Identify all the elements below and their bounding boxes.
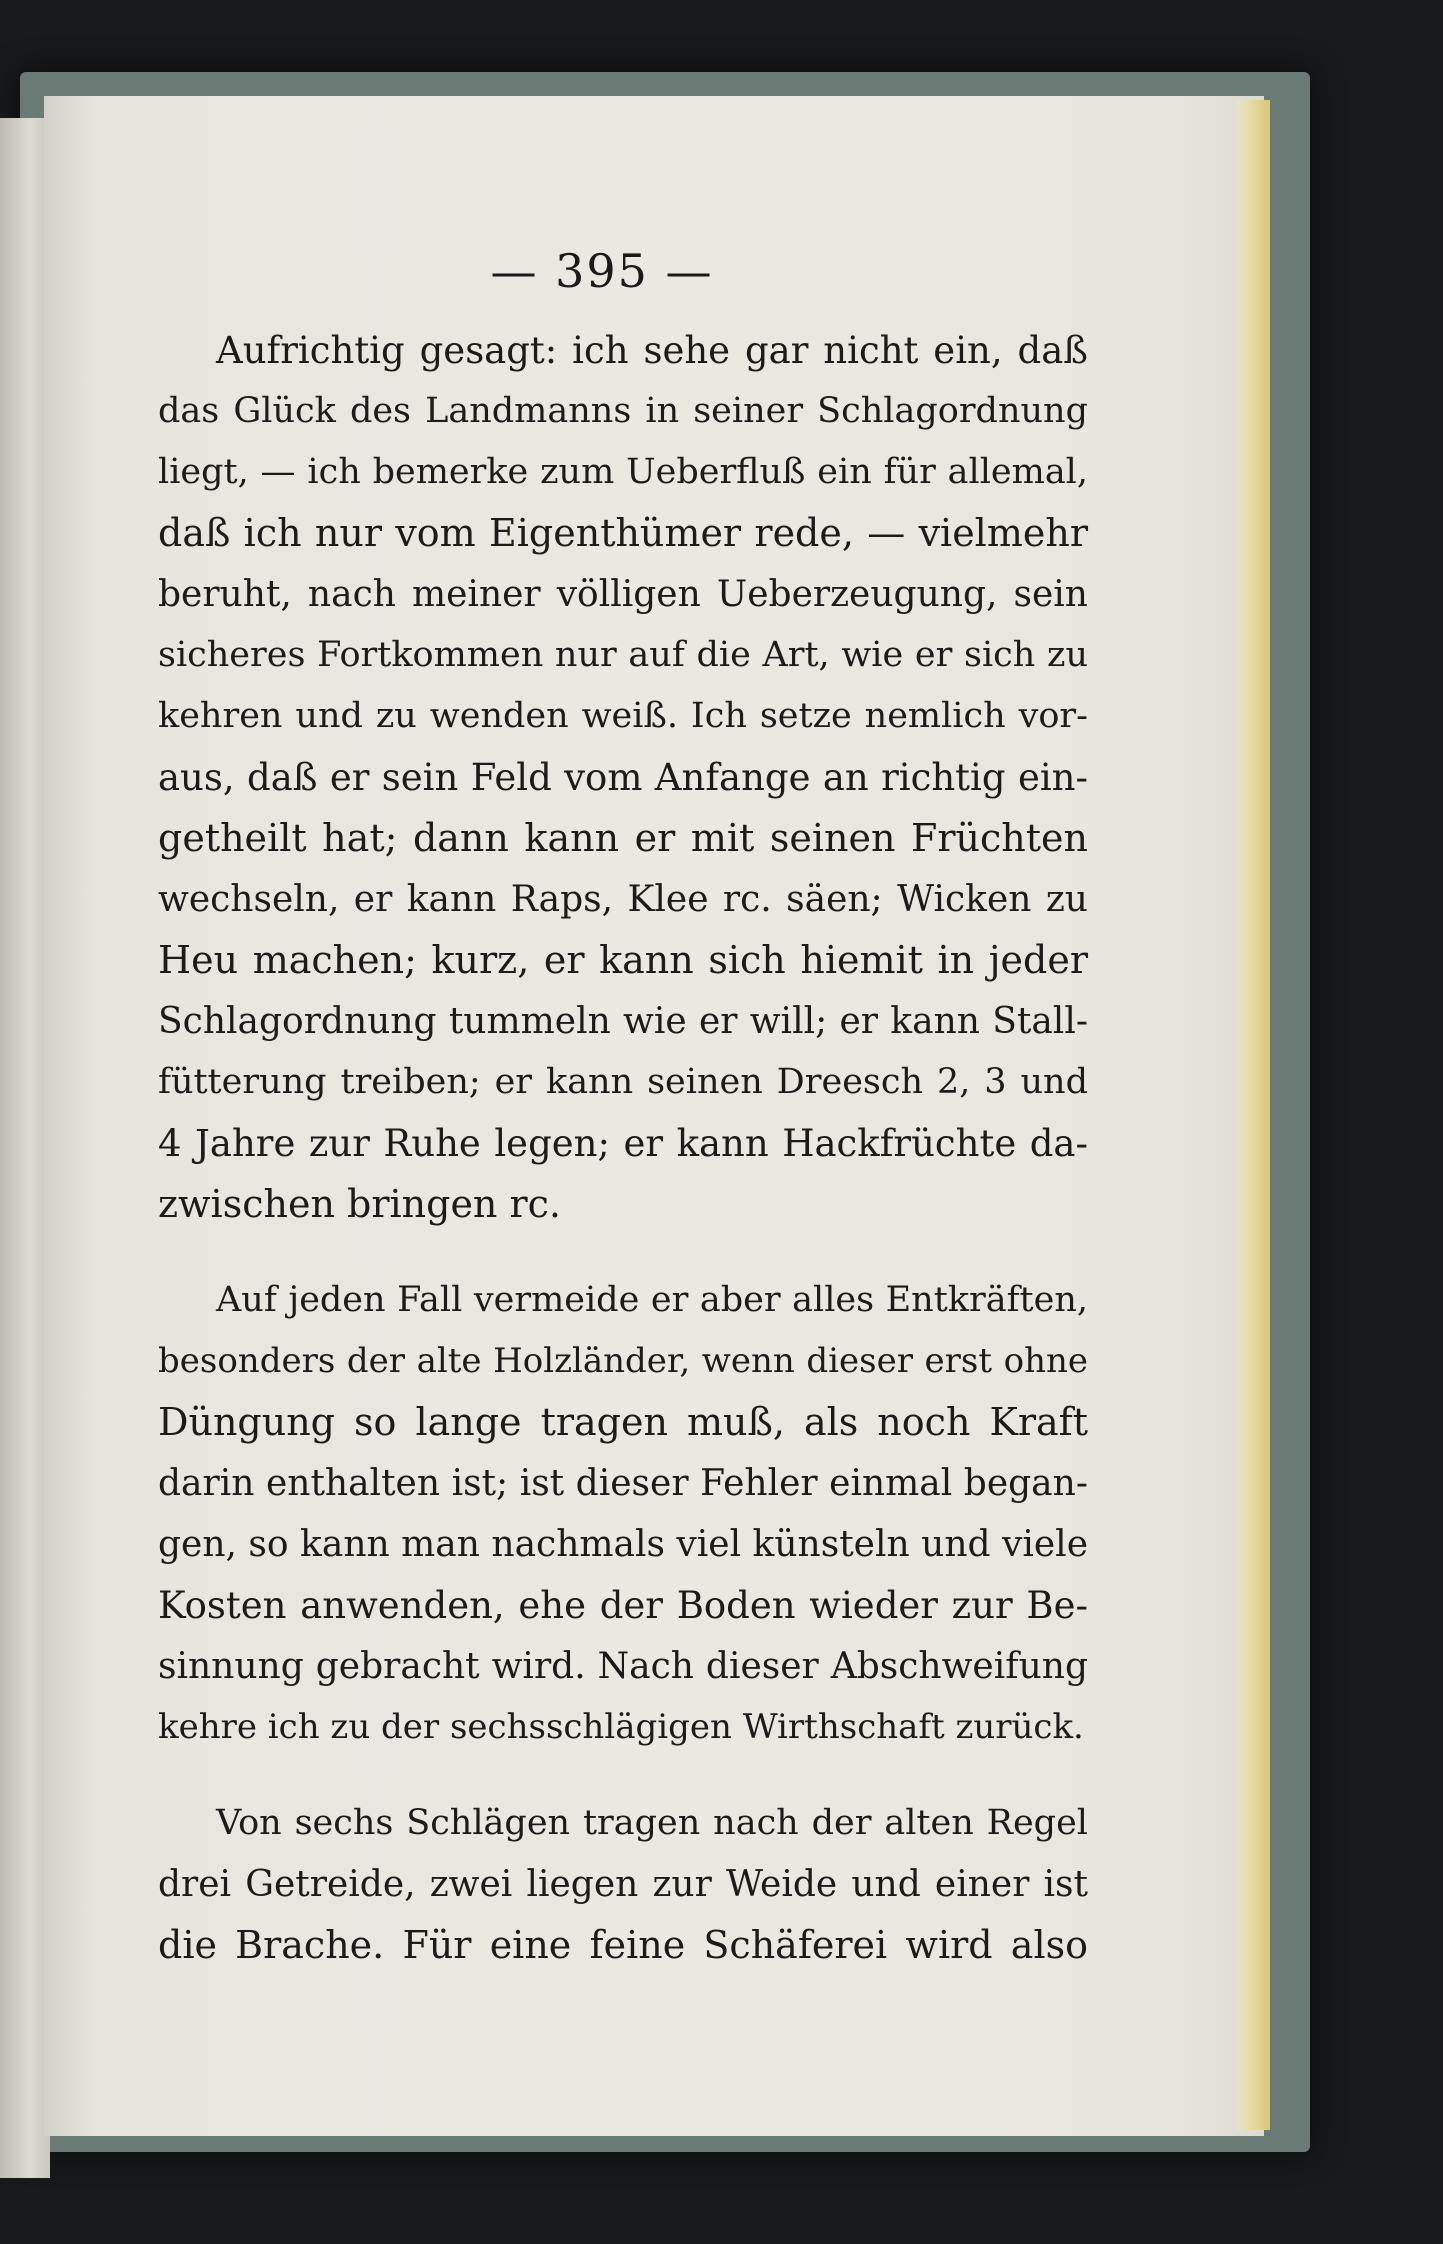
text-line: 4 Jahre zur Ruhe legen; er kann Hackfrüchte da- — [158, 1122, 1088, 1165]
text-line: das Glück des Landmanns in seiner Schlagordnung — [158, 391, 1088, 431]
text-line: daß ich nur vom Eigenthümer rede, — vielmehr — [158, 511, 1088, 555]
text-line: besonders der alte Holzländer, wenn dieser erst ohne — [158, 1341, 1088, 1381]
text-line: beruht, nach meiner völligen Ueberzeugung, sein — [158, 574, 1088, 615]
text-line: Von sechs Schlägen tragen nach der alten Regel — [216, 1803, 1088, 1843]
page-edge — [1236, 100, 1270, 2130]
text-line: kehre ich zu der sechsschlägigen Wirthschaft zurück. — [158, 1707, 1084, 1747]
text-line: drei Getreide, zwei liegen zur Weide und einer ist — [158, 1864, 1088, 1905]
left-page-edge — [0, 118, 50, 2178]
text-line: Düngung so lange tragen muß, als noch Kraft — [158, 1400, 1088, 1444]
text-line: sicheres Fortkommen nur auf die Art, wie er sich zu — [158, 635, 1088, 675]
text-line: aus, daß er sein Feld vom Anfange an richtig ein- — [158, 756, 1088, 799]
page-number: — 395 — — [490, 244, 714, 298]
paragraph-2 — [158, 1270, 1088, 1758]
text-line: darin enthalten ist; ist dieser Fehler einmal began- — [158, 1463, 1088, 1504]
page-text — [158, 320, 1088, 1976]
text-line: Aufrichtig gesagt: ich sehe gar nicht ein, daß — [216, 329, 1088, 372]
text-line: die Brache. Für eine feine Schäferei wird also — [158, 1923, 1088, 1967]
text-line: liegt, — ich bemerke zum Ueberfluß ein für allemal, — [158, 452, 1088, 492]
text-line: fütterung treiben; er kann seinen Dreesch 2, 3 und — [158, 1062, 1088, 1102]
text-line: zwischen bringen rc. — [158, 1182, 562, 1226]
text-line: Kosten anwenden, ehe der Boden wieder zur Be- — [158, 1584, 1088, 1627]
paragraph-3 — [158, 1793, 1088, 1976]
text-line: kehren und zu wenden weiß. Ich setze nemlich vor- — [158, 696, 1088, 736]
text-line: wechseln, er kann Raps, Klee rc. säen; Wicken zu — [158, 879, 1088, 920]
text-line: sinnung gebracht wird. Nach dieser Abschweifung — [158, 1646, 1088, 1687]
paragraph-1 — [158, 320, 1088, 1235]
text-line: getheilt hat; dann kann er mit seinen Früchten — [158, 816, 1088, 860]
text-line: Heu machen; kurz, er kann sich hiemit in jeder — [158, 938, 1088, 982]
text-line: Schlagordnung tummeln wie er will; er kann Stall- — [158, 1001, 1088, 1042]
text-line: gen, so kann man nachmals viel künsteln und viele — [158, 1524, 1088, 1565]
text-line: Auf jeden Fall vermeide er aber alles Entkräften, — [216, 1280, 1088, 1320]
